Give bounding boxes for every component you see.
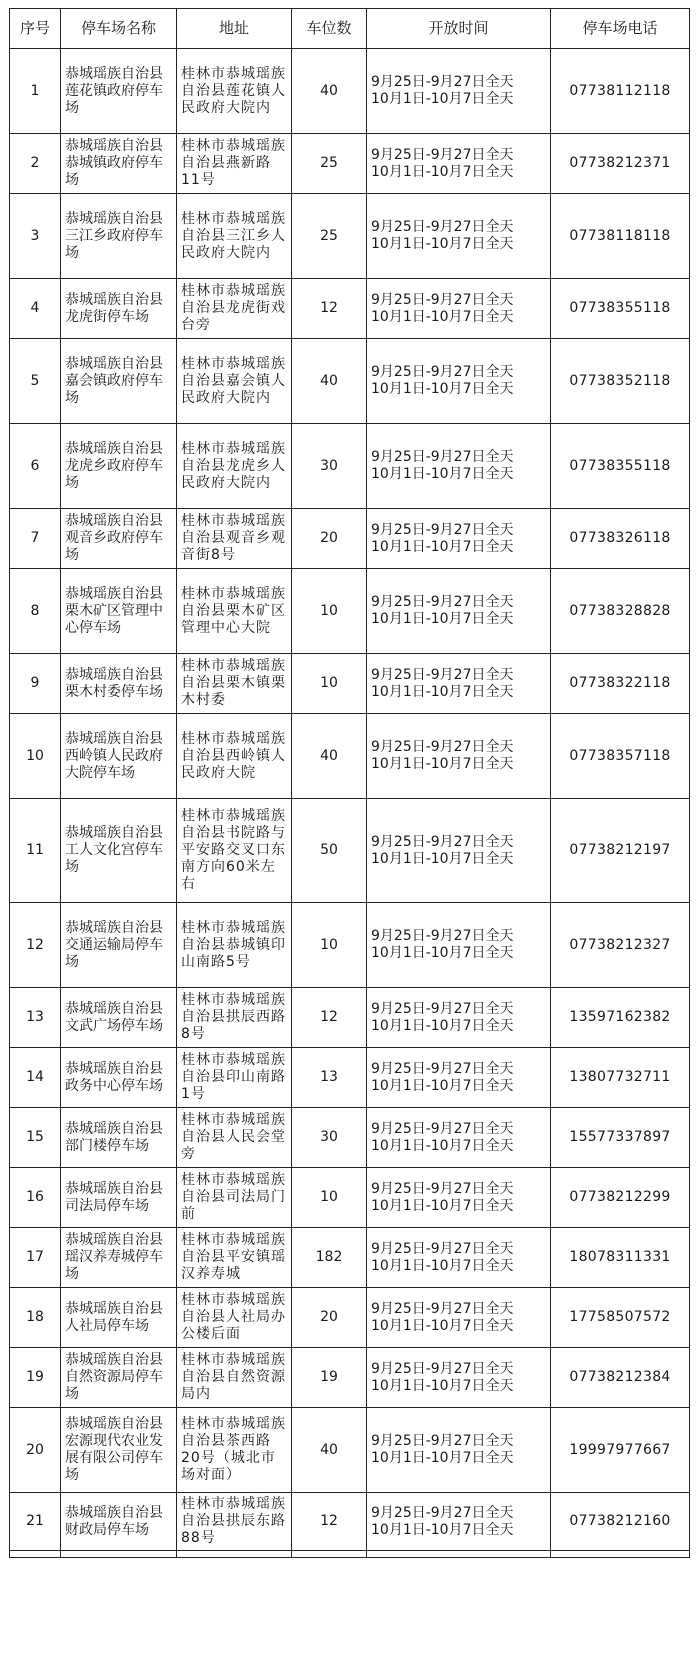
parking-lot-address: 桂林市恭城瑶族自治县茶西路20号（城北市场对面） xyxy=(177,1408,292,1493)
parking-lot-name: 恭城瑶族自治县自然资源局停车场 xyxy=(61,1348,177,1408)
parking-lot-name: 恭城瑶族自治县政务中心停车场 xyxy=(61,1048,177,1108)
parking-lot-name: 恭城瑶族自治县交通运输局停车场 xyxy=(61,903,177,988)
opening-hours-line: 9月25日-9月27日全天 xyxy=(371,739,514,755)
parking-space-count: 20 xyxy=(292,1288,367,1348)
opening-hours-line: 10月1日-10月7日全天 xyxy=(371,1137,514,1154)
row-index: 18 xyxy=(10,1288,61,1348)
parking-space-count: 25 xyxy=(292,134,367,194)
table-row xyxy=(10,509,690,569)
opening-hours-line: 9月25日-9月27日全天 xyxy=(371,291,514,308)
opening-hours xyxy=(367,339,551,424)
opening-hours-line: 10月1日-10月7日全天 xyxy=(371,611,514,627)
parking-lot-address: 桂林市恭城瑶族自治县恭城镇印山南路5号 xyxy=(177,903,292,988)
header-index: 序号 xyxy=(10,9,61,49)
row-index: 10 xyxy=(10,714,61,799)
cropped-caption-strip xyxy=(0,0,700,8)
table-row xyxy=(10,988,690,1048)
parking-lot-address: 桂林市恭城瑶族自治县司法局门前 xyxy=(177,1168,292,1228)
row-index: 14 xyxy=(10,1048,61,1108)
parking-lot-name: 恭城瑶族自治县三江乡政府停车场 xyxy=(61,194,177,279)
table-row xyxy=(10,424,690,509)
row-index: 21 xyxy=(10,1493,61,1551)
opening-hours-line: 10月1日-10月7日全天 xyxy=(371,1017,514,1034)
parking-lot-name: 恭城瑶族自治县宏源现代农业发展有限公司停车场 xyxy=(61,1408,177,1493)
opening-hours-line: 10月1日-10月7日全天 xyxy=(371,1197,514,1214)
opening-hours-line: 10月1日-10月7日全天 xyxy=(371,850,514,867)
opening-hours xyxy=(367,424,551,509)
table-row xyxy=(10,1288,690,1348)
parking-space-count: 10 xyxy=(292,654,367,714)
opening-hours-line: 10月1日-10月7日全天 xyxy=(371,1521,514,1538)
parking-lot-address: 桂林市恭城瑶族自治县栗木矿区管理中心大院 xyxy=(177,569,292,654)
opening-hours-line: 9月25日-9月27日全天 xyxy=(371,1060,514,1077)
opening-hours-line: 9月25日-9月27日全天 xyxy=(371,1360,514,1377)
parking-lot-address: 桂林市恭城瑶族自治县嘉会镇人民政府大院内 xyxy=(177,339,292,424)
table-row xyxy=(10,1108,690,1168)
opening-hours-line: 9月25日-9月27日全天 xyxy=(371,594,514,610)
parking-space-count: 19 xyxy=(292,1348,367,1408)
parking-lot-phone: 07738212299 xyxy=(551,1168,690,1228)
parking-lot-phone: 07738212371 xyxy=(551,134,690,194)
opening-hours-line: 10月1日-10月7日全天 xyxy=(371,1257,514,1274)
parking-lot-name: 恭城瑶族自治县工人文化宫停车场 xyxy=(61,799,177,903)
parking-space-count: 30 xyxy=(292,1108,367,1168)
opening-hours-line: 9月25日-9月27日全天 xyxy=(371,146,514,163)
parking-lot-name: 恭城瑶族自治县观音乡政府停车场 xyxy=(61,509,177,569)
parking-lot-name: 恭城瑶族自治县栗木村委停车场 xyxy=(61,654,177,714)
parking-lot-address: 桂林市恭城瑶族自治县平安镇瑶汉养寿城 xyxy=(177,1228,292,1288)
parking-lot-address: 桂林市恭城瑶族自治县燕新路11号 xyxy=(177,134,292,194)
opening-hours-line: 9月25日-9月27日全天 xyxy=(371,1180,514,1197)
row-index: 1 xyxy=(10,49,61,134)
opening-hours-line: 10月1日-10月7日全天 xyxy=(371,538,514,555)
parking-lot-address: 桂林市恭城瑶族自治县人社局办公楼后面 xyxy=(177,1288,292,1348)
cropped-cell xyxy=(551,1551,690,1558)
parking-space-count: 13 xyxy=(292,1048,367,1108)
opening-hours xyxy=(367,714,551,799)
opening-hours xyxy=(367,903,551,988)
parking-lot-address: 桂林市恭城瑶族自治县自然资源局内 xyxy=(177,1348,292,1408)
parking-lot-address: 桂林市恭城瑶族自治县印山南路1号 xyxy=(177,1048,292,1108)
table-header xyxy=(10,9,690,49)
opening-hours-line: 9月25日-9月27日全天 xyxy=(371,219,514,235)
parking-space-count: 12 xyxy=(292,988,367,1048)
opening-hours xyxy=(367,1168,551,1228)
parking-lot-name: 恭城瑶族自治县瑶汉养寿城停车场 xyxy=(61,1228,177,1288)
table-row xyxy=(10,1168,690,1228)
row-index: 13 xyxy=(10,988,61,1048)
opening-hours-line: 10月1日-10月7日全天 xyxy=(371,1377,514,1394)
parking-space-count: 40 xyxy=(292,714,367,799)
opening-hours-line: 9月25日-9月27日全天 xyxy=(371,1300,514,1317)
opening-hours xyxy=(367,1493,551,1551)
row-index: 8 xyxy=(10,569,61,654)
parking-lot-address: 桂林市恭城瑶族自治县观音乡观音街8号 xyxy=(177,509,292,569)
parking-lot-name: 恭城瑶族自治县恭城镇政府停车场 xyxy=(61,134,177,194)
parking-lot-address: 桂林市恭城瑶族自治县栗木镇栗木村委 xyxy=(177,654,292,714)
table-row xyxy=(10,1493,690,1551)
row-index: 7 xyxy=(10,509,61,569)
parking-lot-phone: 07738118118 xyxy=(551,194,690,279)
opening-hours-line: 10月1日-10月7日全天 xyxy=(371,1317,514,1334)
parking-lot-name: 恭城瑶族自治县财政局停车场 xyxy=(61,1493,177,1551)
opening-hours xyxy=(367,134,551,194)
parking-lot-name: 恭城瑶族自治县龙虎街停车场 xyxy=(61,279,177,339)
row-index: 12 xyxy=(10,903,61,988)
parking-lot-phone: 07738357118 xyxy=(551,714,690,799)
opening-hours xyxy=(367,1228,551,1288)
opening-hours-line: 9月25日-9月27日全天 xyxy=(371,666,514,683)
parking-space-count: 10 xyxy=(292,569,367,654)
opening-hours xyxy=(367,988,551,1048)
opening-hours-line: 10月1日-10月7日全天 xyxy=(371,236,514,252)
parking-lot-name: 恭城瑶族自治县部门楼停车场 xyxy=(61,1108,177,1168)
parking-lot-phone: 07738328828 xyxy=(551,569,690,654)
table-row xyxy=(10,569,690,654)
opening-hours-line: 9月25日-9月27日全天 xyxy=(371,364,514,380)
cropped-row xyxy=(10,1551,690,1558)
opening-hours-line: 9月25日-9月27日全天 xyxy=(371,833,514,850)
parking-lot-address: 桂林市恭城瑶族自治县拱辰东路88号 xyxy=(177,1493,292,1551)
table-row xyxy=(10,1348,690,1408)
opening-hours-line: 10月1日-10月7日全天 xyxy=(371,163,514,180)
row-index: 15 xyxy=(10,1108,61,1168)
parking-space-count: 12 xyxy=(292,1493,367,1551)
row-index: 16 xyxy=(10,1168,61,1228)
parking-lot-table xyxy=(9,8,690,1558)
opening-hours xyxy=(367,654,551,714)
table-row xyxy=(10,1408,690,1493)
parking-space-count: 20 xyxy=(292,509,367,569)
table-row xyxy=(10,799,690,903)
row-index: 4 xyxy=(10,279,61,339)
table-row xyxy=(10,194,690,279)
opening-hours-line: 10月1日-10月7日全天 xyxy=(371,1077,514,1094)
opening-hours-line: 9月25日-9月27日全天 xyxy=(371,1504,514,1521)
table-row xyxy=(10,1228,690,1288)
table-row xyxy=(10,1048,690,1108)
parking-lot-phone: 07738212160 xyxy=(551,1493,690,1551)
parking-lot-address: 桂林市恭城瑶族自治县三江乡人民政府大院内 xyxy=(177,194,292,279)
header-phone: 停车场电话 xyxy=(551,9,690,49)
parking-lot-phone: 13597162382 xyxy=(551,988,690,1048)
opening-hours xyxy=(367,279,551,339)
parking-lot-phone: 13807732711 xyxy=(551,1048,690,1108)
parking-lot-phone: 07738212197 xyxy=(551,799,690,903)
parking-lot-address: 桂林市恭城瑶族自治县西岭镇人民政府大院 xyxy=(177,714,292,799)
parking-lot-phone: 15577337897 xyxy=(551,1108,690,1168)
parking-lot-name: 恭城瑶族自治县西岭镇人民政府大院停车场 xyxy=(61,714,177,799)
parking-lot-address: 桂林市恭城瑶族自治县龙虎乡人民政府大院内 xyxy=(177,424,292,509)
row-index: 9 xyxy=(10,654,61,714)
opening-hours-line: 10月1日-10月7日全天 xyxy=(371,381,514,397)
opening-hours-line: 10月1日-10月7日全天 xyxy=(371,308,514,325)
opening-hours xyxy=(367,1348,551,1408)
parking-lot-address: 桂林市恭城瑶族自治县莲花镇人民政府大院内 xyxy=(177,49,292,134)
row-index: 5 xyxy=(10,339,61,424)
opening-hours-line: 10月1日-10月7日全天 xyxy=(371,1450,514,1466)
opening-hours-line: 9月25日-9月27日全天 xyxy=(371,449,514,465)
opening-hours xyxy=(367,509,551,569)
opening-hours-line: 9月25日-9月27日全天 xyxy=(371,928,514,944)
opening-hours-line: 10月1日-10月7日全天 xyxy=(371,466,514,482)
opening-hours-line: 10月1日-10月7日全天 xyxy=(371,756,514,772)
opening-hours xyxy=(367,1288,551,1348)
parking-space-count: 10 xyxy=(292,1168,367,1228)
opening-hours-line: 9月25日-9月27日全天 xyxy=(371,74,514,90)
opening-hours-line: 9月25日-9月27日全天 xyxy=(371,1240,514,1257)
header-spaces: 车位数 xyxy=(292,9,367,49)
parking-space-count: 12 xyxy=(292,279,367,339)
parking-lot-phone: 07738322118 xyxy=(551,654,690,714)
parking-lot-phone: 17758507572 xyxy=(551,1288,690,1348)
opening-hours xyxy=(367,1408,551,1493)
table-row xyxy=(10,654,690,714)
row-index: 11 xyxy=(10,799,61,903)
parking-lot-phone: 07738112118 xyxy=(551,49,690,134)
parking-lot-phone: 07738212384 xyxy=(551,1348,690,1408)
opening-hours-line: 9月25日-9月27日全天 xyxy=(371,1000,514,1017)
cropped-cell xyxy=(292,1551,367,1558)
parking-lot-name: 恭城瑶族自治县人社局停车场 xyxy=(61,1288,177,1348)
parking-lot-name: 恭城瑶族自治县文武广场停车场 xyxy=(61,988,177,1048)
cropped-cell xyxy=(10,1551,61,1558)
table-row xyxy=(10,714,690,799)
parking-lot-name: 恭城瑶族自治县嘉会镇政府停车场 xyxy=(61,339,177,424)
table-row xyxy=(10,279,690,339)
row-index: 20 xyxy=(10,1408,61,1493)
cropped-cell xyxy=(367,1551,551,1558)
opening-hours xyxy=(367,569,551,654)
row-index: 3 xyxy=(10,194,61,279)
parking-space-count: 40 xyxy=(292,49,367,134)
parking-lot-address: 桂林市恭城瑶族自治县拱辰西路8号 xyxy=(177,988,292,1048)
parking-lot-phone: 18078311331 xyxy=(551,1228,690,1288)
cropped-cell xyxy=(61,1551,177,1558)
table-body xyxy=(10,49,690,1558)
parking-lot-phone: 07738212327 xyxy=(551,903,690,988)
parking-lot-name: 恭城瑶族自治县龙虎乡政府停车场 xyxy=(61,424,177,509)
parking-space-count: 40 xyxy=(292,339,367,424)
parking-space-count: 182 xyxy=(292,1228,367,1288)
parking-lot-address: 桂林市恭城瑶族自治县人民会堂旁 xyxy=(177,1108,292,1168)
row-index: 6 xyxy=(10,424,61,509)
opening-hours xyxy=(367,799,551,903)
opening-hours xyxy=(367,1108,551,1168)
parking-lot-address: 桂林市恭城瑶族自治县龙虎街戏台旁 xyxy=(177,279,292,339)
parking-lot-name: 恭城瑶族自治县莲花镇政府停车场 xyxy=(61,49,177,134)
opening-hours-line: 10月1日-10月7日全天 xyxy=(371,683,514,700)
header-address: 地址 xyxy=(177,9,292,49)
parking-lot-name: 恭城瑶族自治县司法局停车场 xyxy=(61,1168,177,1228)
opening-hours xyxy=(367,49,551,134)
parking-lot-phone: 07738326118 xyxy=(551,509,690,569)
opening-hours-line: 10月1日-10月7日全天 xyxy=(371,91,514,107)
parking-lot-phone: 07738352118 xyxy=(551,339,690,424)
parking-lot-phone: 07738355118 xyxy=(551,424,690,509)
opening-hours-line: 9月25日-9月27日全天 xyxy=(371,521,514,538)
table-row xyxy=(10,903,690,988)
parking-space-count: 40 xyxy=(292,1408,367,1493)
parking-space-count: 50 xyxy=(292,799,367,903)
opening-hours xyxy=(367,194,551,279)
header-row xyxy=(10,9,690,49)
header-hours: 开放时间 xyxy=(367,9,551,49)
parking-space-count: 10 xyxy=(292,903,367,988)
row-index: 2 xyxy=(10,134,61,194)
header-name: 停车场名称 xyxy=(61,9,177,49)
cropped-cell xyxy=(177,1551,292,1558)
parking-lot-name: 恭城瑶族自治县栗木矿区管理中心停车场 xyxy=(61,569,177,654)
table-row xyxy=(10,339,690,424)
row-index: 17 xyxy=(10,1228,61,1288)
opening-hours-line: 9月25日-9月27日全天 xyxy=(371,1120,514,1137)
opening-hours-line: 9月25日-9月27日全天 xyxy=(371,1433,514,1449)
table-row xyxy=(10,49,690,134)
row-index: 19 xyxy=(10,1348,61,1408)
opening-hours-line: 10月1日-10月7日全天 xyxy=(371,945,514,961)
parking-lot-phone: 07738355118 xyxy=(551,279,690,339)
opening-hours xyxy=(367,1048,551,1108)
parking-space-count: 25 xyxy=(292,194,367,279)
parking-lot-phone: 19997977667 xyxy=(551,1408,690,1493)
parking-lot-address: 桂林市恭城瑶族自治县书院路与平安路交叉口东南方向60米左右 xyxy=(177,799,292,903)
parking-space-count: 30 xyxy=(292,424,367,509)
table-row xyxy=(10,134,690,194)
